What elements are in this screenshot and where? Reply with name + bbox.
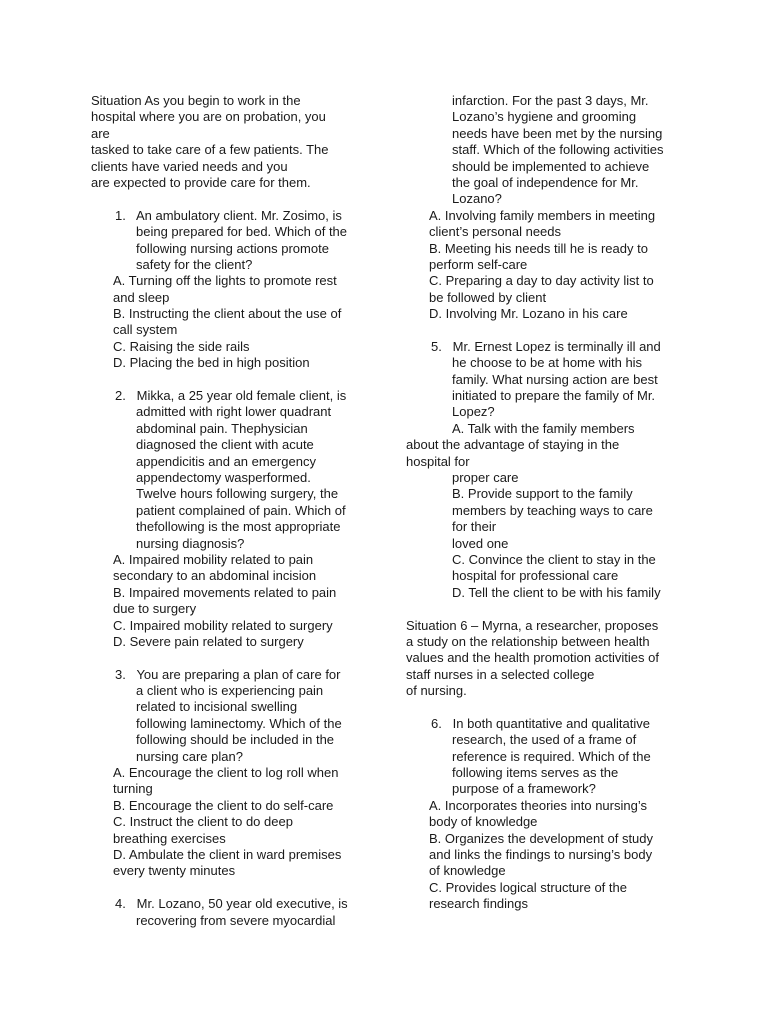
left-column-text-line: turning [113,781,153,797]
right-column-text-line: values and the health promotion activities of [406,650,659,666]
left-text-column [91,93,371,929]
right-column-text-line: hospital for [406,453,470,469]
left-column-text-line: related to incisional swelling [136,699,298,715]
left-column-text-line: are expected to provide care for them. [91,174,311,190]
left-column-text-line: 3. You are preparing a plan of care for [115,666,341,682]
left-column-text-line: A. Turning off the lights to promote rest [113,273,337,289]
right-column-text-line: 6. In both quantitative and qualitative [431,715,650,731]
right-column-text-line: B. Provide support to the family [452,486,633,502]
right-column-text-line: of knowledge [429,863,506,879]
right-column-text-line: staff. Which of the following activities [452,142,664,158]
left-column-blank-line [91,650,371,666]
left-column-text-line: secondary to an abdominal incision [113,568,317,584]
left-column-text-line: Twelve hours following surgery, the [136,486,339,502]
left-column-text-line: appendicitis and an emergency [136,453,316,469]
left-column-blank-line [91,191,371,207]
left-column-text-line: thefollowing is the most appropriate [136,519,341,535]
right-column-text-line: C. Preparing a day to day activity list to [429,273,654,289]
right-column-text-line: reference is required. Which of the [452,748,651,764]
right-column-text-line: Lozano’s hygiene and grooming [452,109,637,125]
left-column-text-line: abdominal pain. Thephysician [136,420,308,436]
left-column-text-line: safety for the client? [136,256,253,272]
right-column-text-line: proper care [452,469,519,485]
left-column-text-line: recovering from severe myocardial [136,912,336,928]
right-column-text-line: infarction. For the past 3 days, Mr. [452,93,649,108]
left-column-text-line: every twenty minutes [113,863,236,879]
left-column-text-line: D. Severe pain related to surgery [113,633,304,649]
left-column-text-line: tasked to take care of a few patients. The [91,142,329,158]
left-column-text-line: 2. Mikka, a 25 year old female client, is [115,388,347,404]
right-column-text-line: initiated to prepare the family of Mr. [452,388,656,404]
left-column-text-line: B. Instructing the client about the use of [113,306,342,322]
left-column-text-line: C. Raising the side rails [113,338,250,354]
right-column-text-line: be followed by client [429,289,547,305]
right-text-column [406,93,686,913]
left-column-text-line: 1. An ambulatory client. Mr. Zosimo, is [115,207,342,223]
left-column-text-line: clients have varied needs and you [91,158,288,174]
right-column-text-line: research, the used of a frame of [452,732,637,748]
left-column-text-line: appendectomy wasperformed. [136,469,311,485]
right-column-text-line: D. Involving Mr. Lozano in his care [429,306,628,322]
right-column-text-line: D. Tell the client to be with his family [452,584,661,600]
right-column-text-line: C. Convince the client to stay in the [452,551,656,567]
left-column-text-line: admitted with right lower quadrant [136,404,332,420]
right-column-text-line: needs have been met by the nursing [452,125,663,141]
left-column-text-line: A. Encourage the client to log roll when [113,765,339,781]
right-column-text-line: Situation 6 – Myrna, a researcher, proposes [406,617,659,633]
right-column-text-line: B. Organizes the development of study [429,830,654,846]
left-column-blank-line [91,372,371,388]
right-column-text-line: of nursing. [406,683,467,699]
right-column-text-line: Lopez? [452,404,495,420]
right-column-text-line: staff nurses in a selected college [406,666,595,682]
right-column-text-line: a study on the relationship between health [406,633,650,649]
right-column-text-line: perform self-care [429,256,528,272]
right-column-text-line: the goal of independence for Mr. [452,174,639,190]
left-column-text-line: C. Instruct the client to do deep [113,814,293,830]
right-column-text-line: purpose of a framework? [452,781,596,797]
left-column-text-line: are [91,125,110,141]
left-column-text-line: Situation As you begin to work in the [91,93,301,108]
left-column-text-line: following should be included in the [136,732,335,748]
left-column-text-line: being prepared for bed. Which of the [136,224,348,240]
right-column-text-line: hospital for professional care [452,568,619,584]
left-column-text-line: call system [113,322,178,338]
left-column-text-line: patient complained of pain. Which of [136,502,346,518]
left-column-text-line: B. Impaired movements related to pain [113,584,337,600]
right-column-text-line: loved one [452,535,509,551]
right-column-text-line: members by teaching ways to care [452,502,653,518]
right-column-text-line: about the advantage of staying in the [406,437,620,453]
left-column-text-line: nursing care plan? [136,748,243,764]
left-column-text-line: following nursing actions promote [136,240,329,256]
left-column-text-line: and sleep [113,289,170,305]
right-column-text-line: he choose to be at home with his [452,355,643,371]
left-column-text-line: breathing exercises [113,830,226,846]
right-column-text-line: client’s personal needs [429,224,562,240]
left-column-text-line: B. Encourage the client to do self-care [113,797,334,813]
right-column-text-line: 5. Mr. Ernest Lopez is terminally ill and [431,338,661,354]
right-column-text-line: A. Involving family members in meeting [429,207,656,223]
right-column-text-line: for their [452,519,497,535]
right-column-text-line: C. Provides logical structure of the [429,879,627,895]
left-column-text-line: hospital where you are on probation, you [91,109,326,125]
left-column-text-line: a client who is experiencing pain [136,683,324,699]
right-column-blank-line [406,601,686,617]
left-column-text-line: A. Impaired mobility related to pain [113,551,314,567]
left-column-text-line: nursing diagnosis? [136,535,245,551]
right-column-blank-line [406,699,686,715]
left-column-text-line: D. Ambulate the client in ward premises [113,846,342,862]
right-column-text-line: family. What nursing action are best [452,371,658,387]
left-column-text-line: due to surgery [113,601,197,617]
right-column-text-line: and links the findings to nursing’s body [429,846,653,862]
right-column-text-line: B. Meeting his needs till he is ready to [429,240,648,256]
left-column-text-line: C. Impaired mobility related to surgery [113,617,333,633]
right-column-text-line: A. Talk with the family members [452,420,635,436]
right-column-text-line: body of knowledge [429,814,538,830]
left-column-blank-line [91,880,371,896]
right-column-text-line: Lozano? [452,191,502,207]
left-column-text-line: D. Placing the bed in high position [113,355,310,371]
left-column-text-line: following laminectomy. Which of the [136,715,342,731]
right-column-text-line: research findings [429,896,528,912]
right-column-blank-line [406,322,686,338]
left-column-text-line: diagnosed the client with acute [136,437,314,453]
right-column-text-line: following items serves as the [452,765,619,781]
left-column-text-line: 4. Mr. Lozano, 50 year old executive, is [115,896,348,912]
right-column-text-line: A. Incorporates theories into nursing’s [429,797,647,813]
right-column-text-line: should be implemented to achieve [452,158,650,174]
